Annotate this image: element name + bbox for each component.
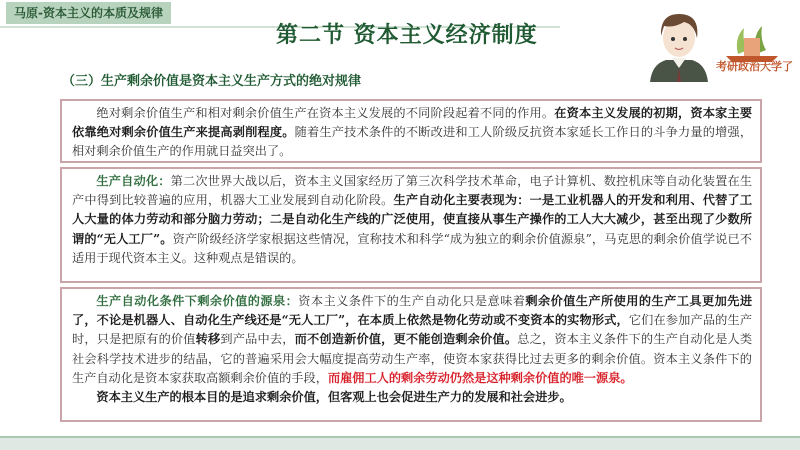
para3-text-b: 剩余价值生产所使用的生产工具更加先进了，不论是机器人、自动化生产线还是“无人工厂”，在本质上依然是物化劳动或不变资本的实物形式， xyxy=(72,294,753,328)
para3-text-i: 资本主义生产的根本目的是追求剩余价值，但客观上也会促进生产力的发展和社会进步。 xyxy=(96,390,572,405)
para3-text-d: 转移 xyxy=(195,332,221,347)
section-subtitle: （三）生产剩余价值是资本主义生产方式的绝对规律 xyxy=(62,74,362,89)
paragraph-box-absolute-relative xyxy=(60,99,762,163)
paragraph-box-surplus-source xyxy=(60,287,762,422)
para3-text-a: 资本主义条件下的生产自动化只是意味着 xyxy=(298,294,526,308)
bottom-bar xyxy=(0,438,800,450)
logo-text: 考研政治大学了 xyxy=(716,60,793,73)
para1-text-a: 绝对剩余价值生产和相对剩余价值生产在资本主义发展的不同阶段起着不同的作用。 xyxy=(96,106,555,120)
paragraph-box-automation xyxy=(60,167,762,283)
para3-text-c: 它们在参加产品的生产时，只是把原有的价值 xyxy=(72,313,753,347)
para3-text-f: 而不创造新价值，更不能创造剩余价值。 xyxy=(294,332,518,347)
para1-text-b: 在资本主义发展的初期，资本家主要依靠绝对剩余价值生产来提高剥削程度。 xyxy=(72,106,753,140)
para3-text-g: 总之，资本主义条件下的生产自动化是人类社会科学技术进步的结晶，它的普遍采用会大幅度提高劳动生产率，使资本家获得比过去更多的剩余价值。资本主义条件下的生产自动化是资本家获取高额剩余价值的手段， xyxy=(72,332,753,385)
para2-text-c: 资产阶级经济学家根据这些情况，宣称技术和科学“成为独立的剩余价值源泉”，马克思的剩余价值学说已不适用于现代资本主义。这种观点是错误的。 xyxy=(72,231,752,265)
para2-text-a: 第二次世界大战以后，资本主义国家经历了第三次科学技术革命，电子计算机、数控机床等自动化装置在生产中得到比较普遍的应用，机器大工业发展到自动化阶段。 xyxy=(72,174,753,208)
page-title: 第二节 资本主义经济制度 xyxy=(276,23,538,48)
para3-text-e: 到产品中去， xyxy=(220,332,295,347)
para3-label: 生产自动化条件下剩余价值的源泉： xyxy=(96,294,299,308)
para2-label: 生产自动化： xyxy=(96,174,171,188)
para3-text-h: 而雇佣工人的剩余劳动仍然是这种剩余价值的唯一源泉。 xyxy=(327,370,633,385)
course-label: 马原-资本主义的本质及规律 xyxy=(6,2,171,24)
teacher-avatar-icon xyxy=(644,6,714,82)
para2-text-b: 生产自动化主要表现为：一是工业机器人的开发和利用、代替了工人大量的体力劳动和部分脑力劳动；二是自动化生产线的广泛使用，使直接从事生产操作的工人大大减少，甚至出现了少数所谓的“无人工厂”。 xyxy=(72,193,753,246)
para1-text-c: 随着生产技术条件的不断改进和工人阶级反抗资本家延长工作日的斗争力量的增强，相对剩余价值生产的作用就日益突出了。 xyxy=(72,125,753,159)
